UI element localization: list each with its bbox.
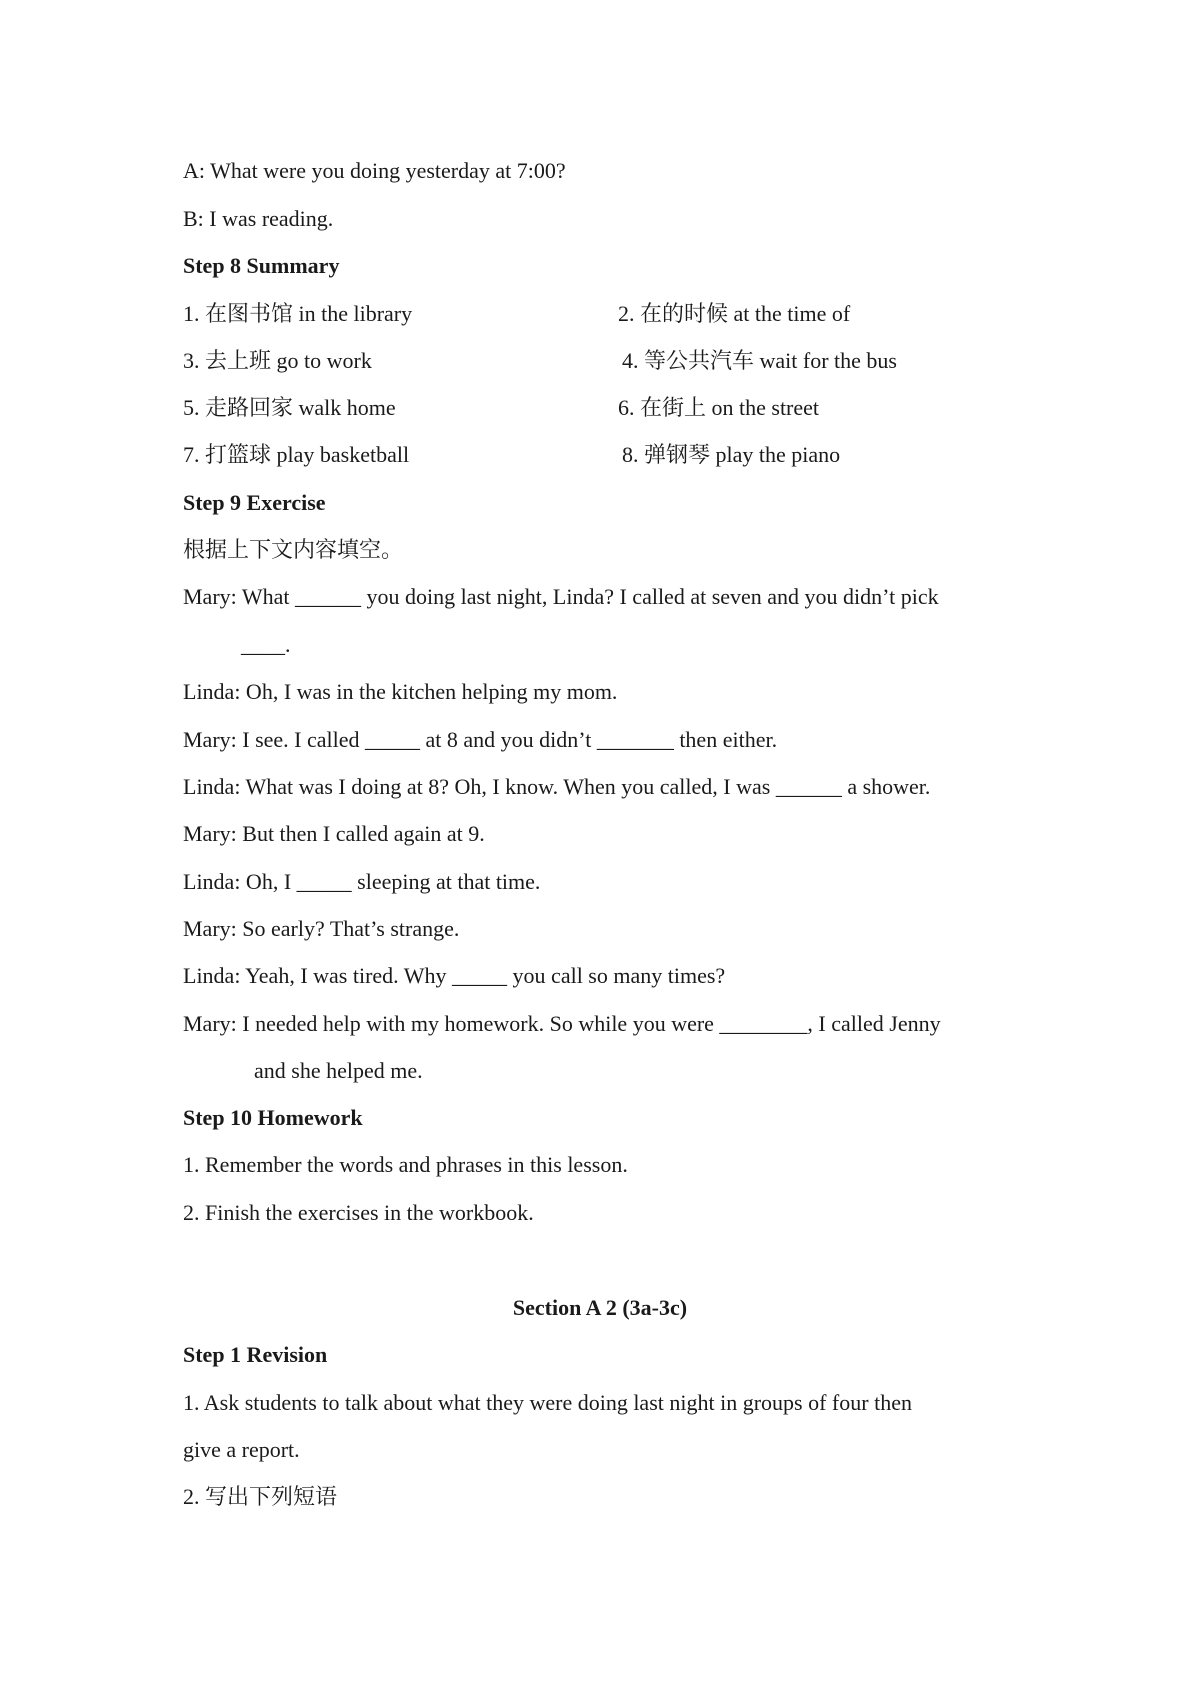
homework-item-2: 2. Finish the exercises in the workbook. (183, 1200, 534, 1225)
exercise-line: Linda: Yeah, I was tired. Why _____ you call so many times? (183, 963, 726, 988)
step9-heading: Step 9 Exercise (183, 490, 326, 515)
exercise-line: Linda: What was I doing at 8? Oh, I know. When you called, I was ______ a shower. (183, 774, 931, 799)
summary-item-4: 4. 等公共汽车 wait for the bus (622, 348, 897, 373)
step9-instruction: 根据上下文内容填空。 (183, 537, 404, 562)
exercise-line: ____. (241, 632, 291, 657)
summary-item-2: 2. 在的时候 at the time of (618, 301, 851, 326)
revision-item-1-continued: give a report. (183, 1437, 300, 1462)
step1-heading: Step 1 Revision (183, 1342, 328, 1367)
homework-item-1: 1. Remember the words and phrases in this lesson. (183, 1152, 628, 1177)
summary-item-3: 3. 去上班 go to work (183, 348, 372, 373)
exercise-line: Mary: I see. I called _____ at 8 and you didn’t _______ then either. (183, 727, 778, 752)
exercise-line: Mary: I needed help with my homework. So while you were ________, I called Jenny (183, 1011, 941, 1036)
summary-item-6: 6. 在街上 on the street (618, 395, 820, 420)
section-title: Section A 2 (3a-3c) (512, 1295, 688, 1320)
exercise-line: Linda: Oh, I _____ sleeping at that time. (183, 869, 541, 894)
summary-item-8: 8. 弹钢琴 play the piano (622, 442, 841, 467)
exercise-line: and she helped me. (254, 1058, 423, 1083)
revision-item-2: 2. 写出下列短语 (183, 1484, 338, 1509)
revision-item-1: 1. Ask students to talk about what they were doing last night in groups of four then (183, 1390, 912, 1415)
exercise-line: Mary: What ______ you doing last night, Linda? I called at seven and you didn’t pick (183, 584, 939, 609)
step10-heading: Step 10 Homework (183, 1105, 363, 1130)
dialogue-line-b: B: I was reading. (183, 206, 334, 231)
summary-item-7: 7. 打篮球 play basketball (183, 442, 410, 467)
summary-item-1: 1. 在图书馆 in the library (183, 301, 413, 326)
exercise-line: Linda: Oh, I was in the kitchen helping my mom. (183, 679, 618, 704)
step8-heading: Step 8 Summary (183, 253, 340, 278)
exercise-line: Mary: But then I called again at 9. (183, 821, 485, 846)
dialogue-line-a: A: What were you doing yesterday at 7:00? (183, 158, 566, 183)
exercise-line: Mary: So early? That’s strange. (183, 916, 460, 941)
summary-item-5: 5. 走路回家 walk home (183, 395, 396, 420)
